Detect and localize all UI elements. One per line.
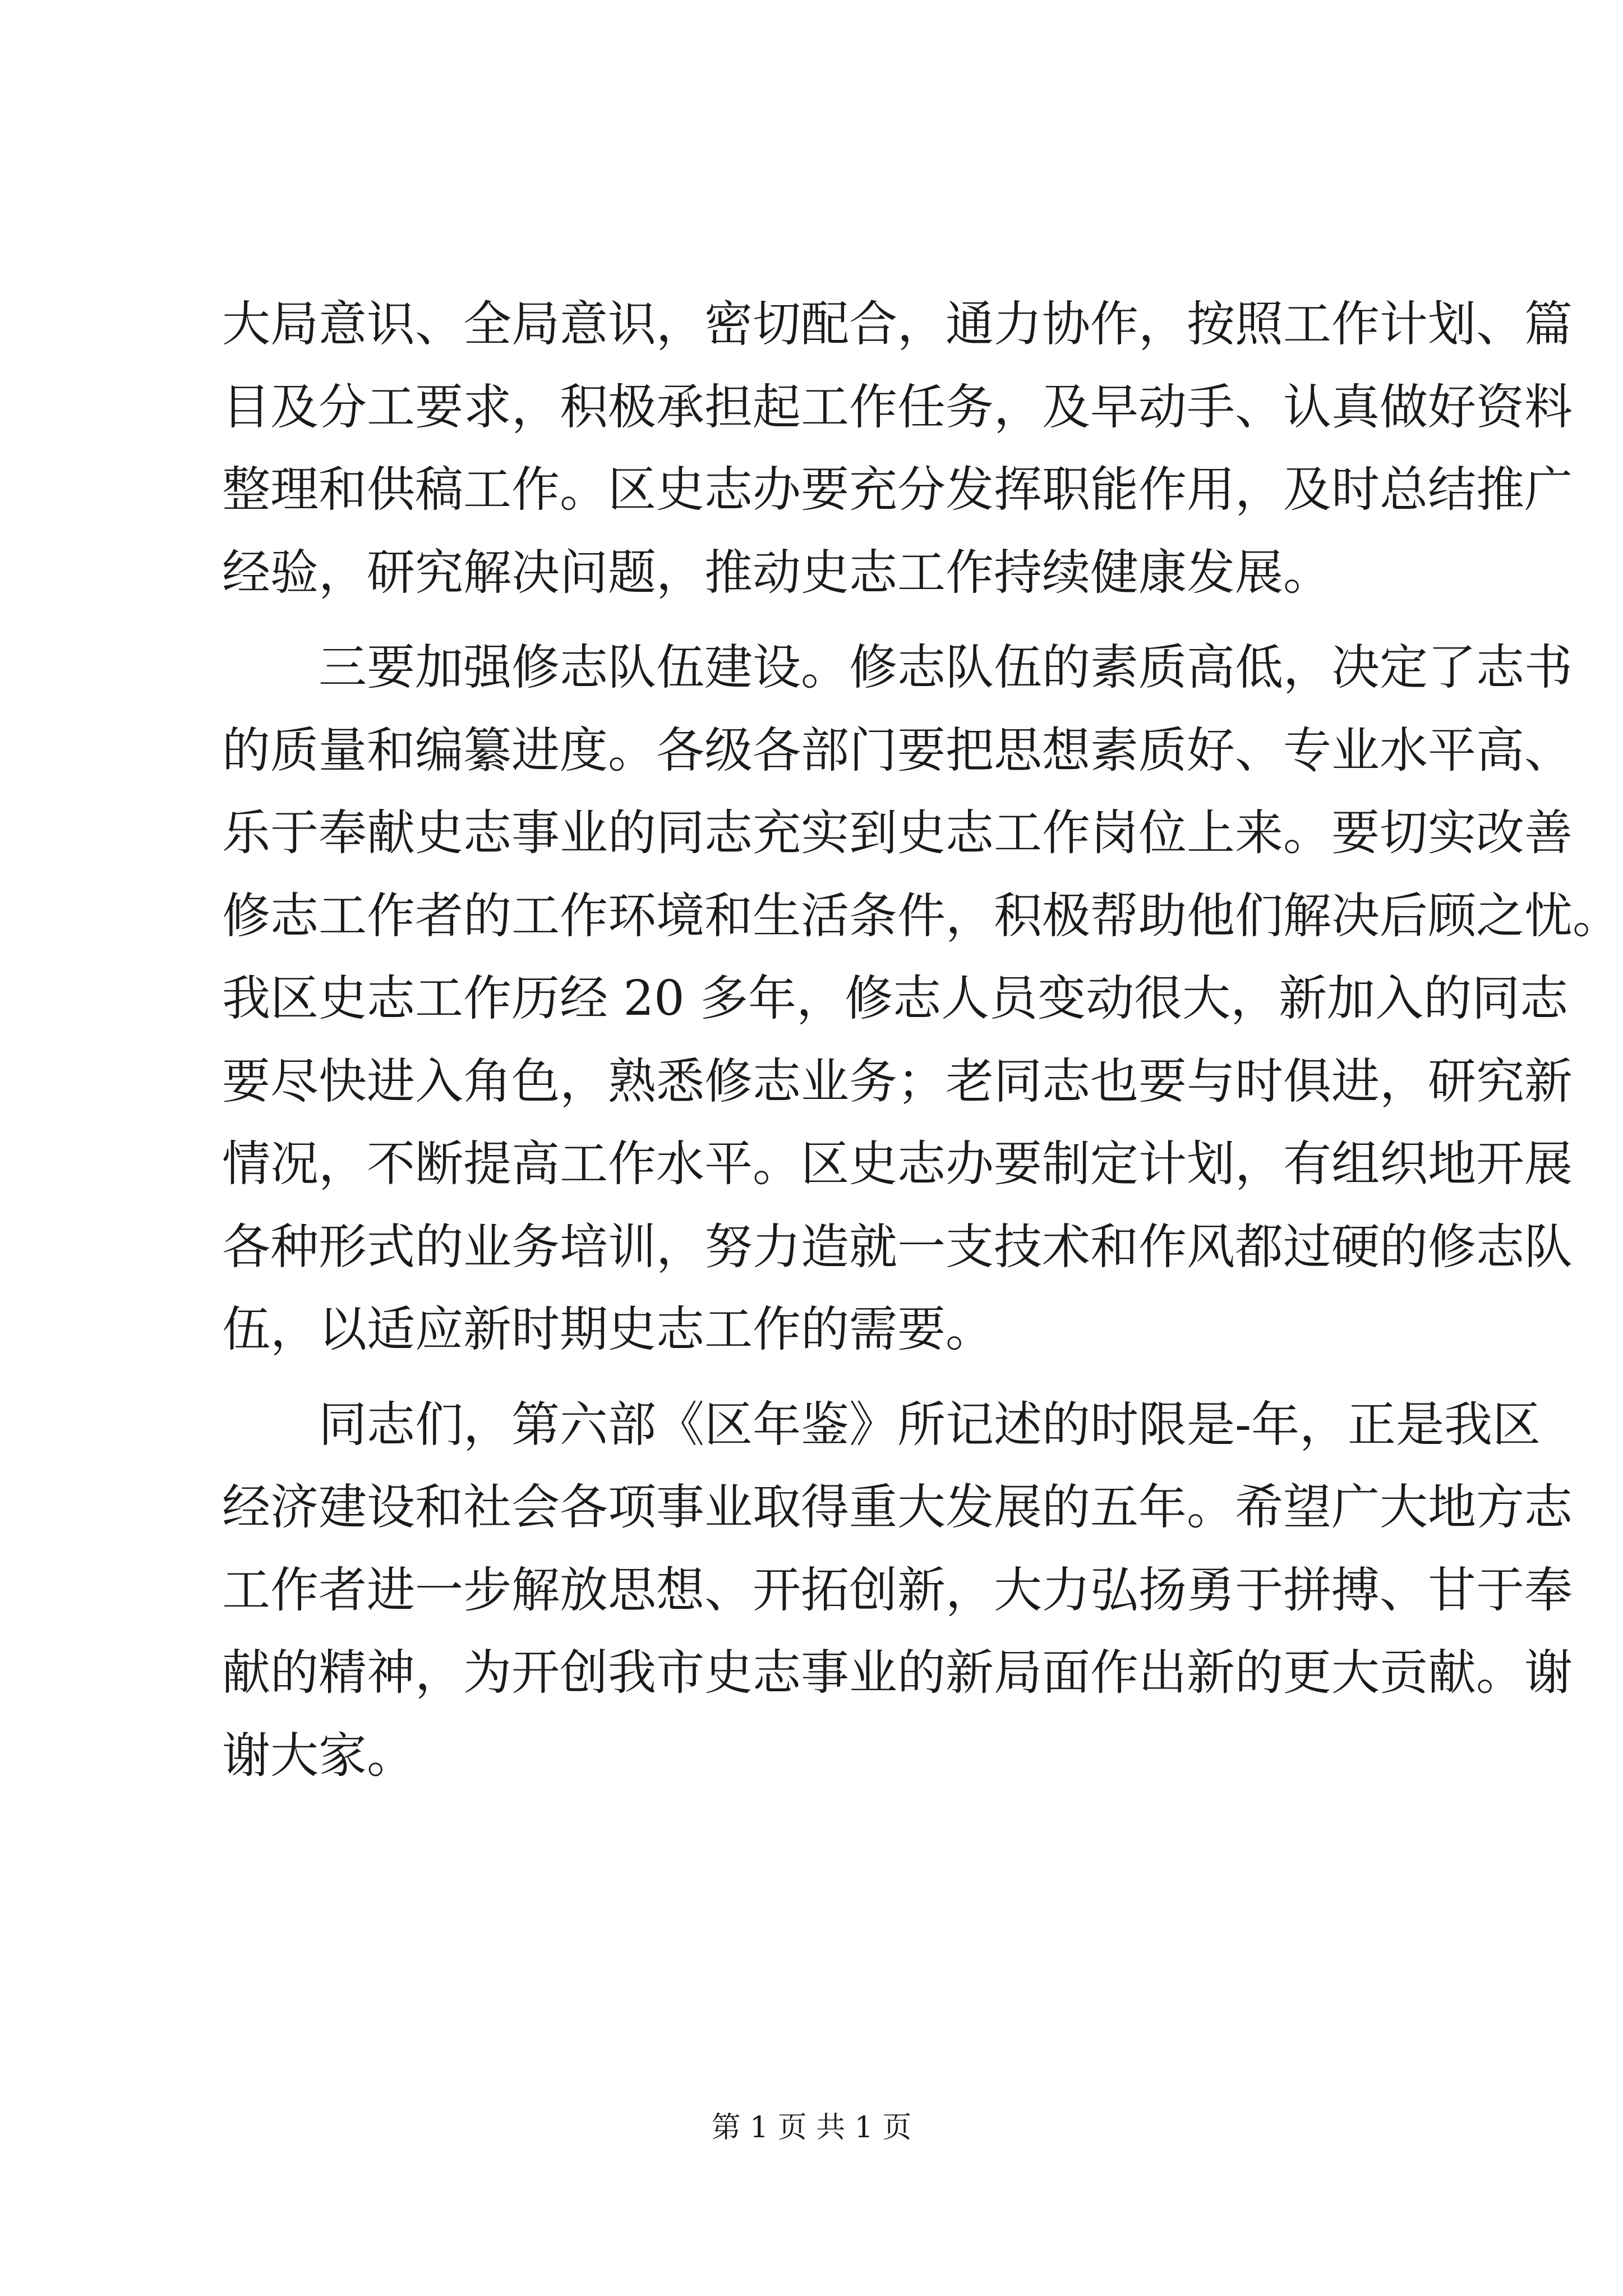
- text-line: 的质量和编纂进度。各级各部门要把思想素质好、专业水平高、: [222, 722, 1573, 779]
- text-line: 经验，研究解决问题，推动史志工作持续健康发展。: [222, 544, 1331, 601]
- paragraph: [222, 1384, 1573, 1798]
- paragraph: [222, 627, 1621, 1372]
- page-footer: 第 1 页 共 1 页: [711, 2111, 912, 2145]
- text-line: 谢大家。: [222, 1727, 415, 1784]
- text-line: 献的精神，为开创我市史志事业的新局面作出新的更大贡献。谢: [222, 1645, 1573, 1701]
- paragraph-spacer: [222, 614, 1422, 627]
- paragraph: [222, 283, 1573, 614]
- document-body: [222, 283, 1621, 1797]
- text-line: 乐于奉献史志事业的同志充实到史志工作岗位上来。要切实改善: [222, 805, 1573, 861]
- text-line: 伍，以适应新时期史志工作的需要。: [222, 1301, 994, 1358]
- text-line: 各种形式的业务培训，努力造就一支技术和作风都过硬的修志队: [222, 1218, 1573, 1275]
- text-line: 修志工作者的工作环境和生活条件，积极帮助他们解决后顾之忧。: [222, 887, 1621, 944]
- paragraph-spacer: [222, 1372, 1422, 1384]
- text-line: 目及分工要求，积极承担起工作任务，及早动手、认真做好资料: [222, 379, 1573, 435]
- text-line: 情况，不断提高工作水平。区史志办要制定计划，有组织地开展: [222, 1136, 1573, 1192]
- text-line: 整理和供稿工作。区史志办要充分发挥职能作用，及时总结推广: [222, 462, 1573, 518]
- text-line: 经济建设和社会各项事业取得重大发展的五年。希望广大地方志: [222, 1479, 1573, 1535]
- text-line: 大局意识、全局意识，密切配合，通力协作，按照工作计划、篇: [222, 296, 1573, 352]
- text-line: 工作者进一步解放思想、开拓创新，大力弘扬勇于拼搏、甘于奉: [222, 1562, 1573, 1618]
- text-line: 三要加强修志队伍建设。修志队伍的素质高低，决定了志书: [222, 639, 1573, 696]
- text-line: 要尽快进入角色，熟悉修志业务；老同志也要与时俱进，研究新: [222, 1053, 1573, 1110]
- text-line: 同志们，第六部《区年鉴》所记述的时限是-年，正是我区: [222, 1396, 1541, 1453]
- text-line: 我区史志工作历经 20 多年，修志人员变动很大，新加入的同志: [222, 970, 1569, 1027]
